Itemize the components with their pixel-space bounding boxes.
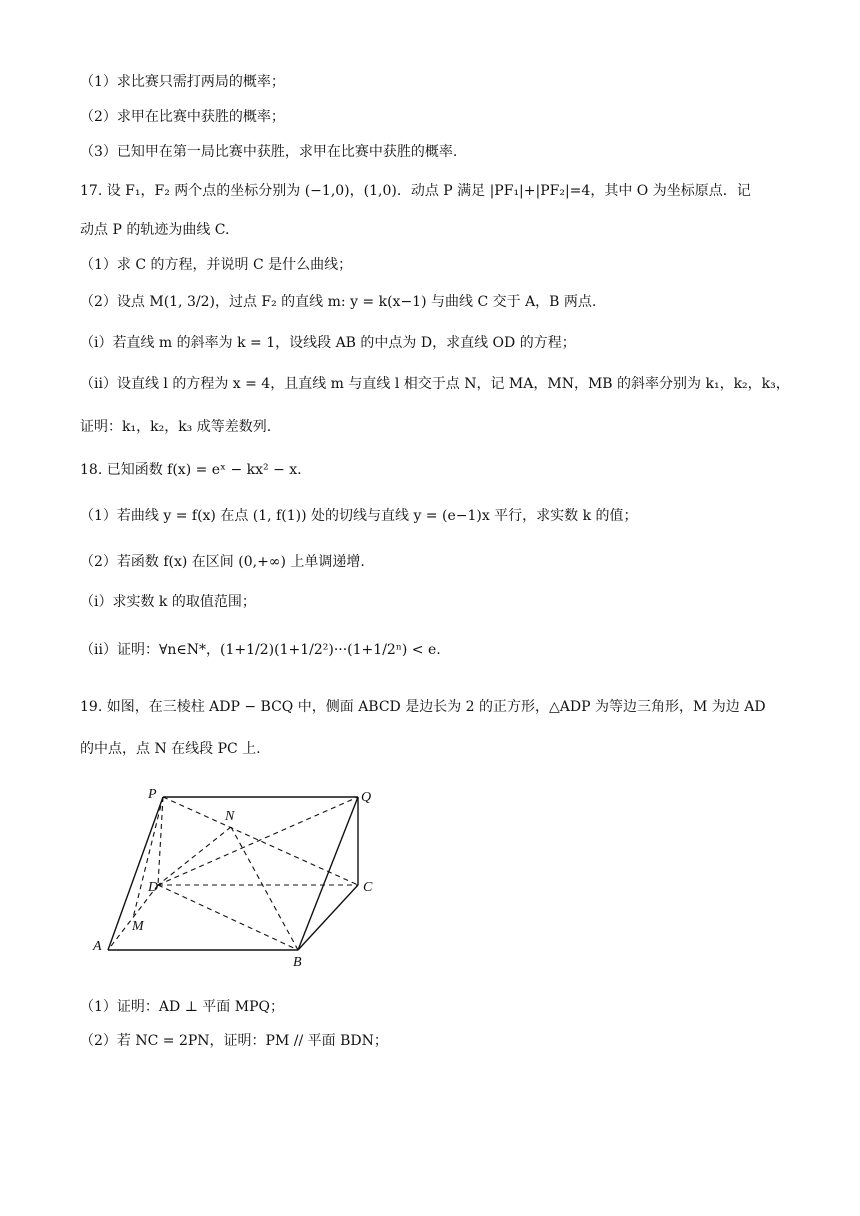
label-P: P — [148, 787, 157, 802]
text-line: （ⅰ）求实数 k 的取值范围； — [80, 594, 256, 610]
text-line: （2）若函数 f(x) 在区间 (0,+∞) 上单调递增. — [80, 554, 365, 570]
text-line: （1）若曲线 y = f(x) 在点 (1, f(1)) 处的切线与直线 y = (e−1)x 平行，求实数 k 的值； — [80, 508, 638, 524]
label-A: A — [93, 939, 102, 954]
prism-figure — [88, 780, 388, 970]
text-line: （1）证明：AD ⊥ 平面 MPQ； — [80, 999, 284, 1015]
label-D: D — [148, 880, 159, 895]
text-line: 动点 P 的轨迹为曲线 C. — [80, 222, 230, 238]
text-line: （3）已知甲在第一局比赛中获胜，求甲在比赛中获胜的概率. — [80, 144, 458, 160]
text-line: （ⅱ）设直线 l 的方程为 x = 4，且直线 m 与直线 l 相交于点 N，记 MA，MN，MB 的斜率分别为 k₁，k₂，k₃， — [80, 376, 790, 392]
text-line: （ⅰ）若直线 m 的斜率为 k = 1，设线段 AB 的中点为 D，求直线 OD 的方程； — [80, 335, 576, 351]
text-line: （2）求甲在比赛中获胜的概率； — [80, 109, 285, 125]
label-N: N — [225, 809, 235, 824]
label-Q: Q — [361, 790, 372, 805]
label-B: B — [293, 955, 302, 970]
text-line: （ⅱ）证明：∀n∈N*，(1+1/2)(1+1/2²)···(1+1/2ⁿ) < e. — [80, 642, 441, 658]
text-line: （1）求 C 的方程，并说明 C 是什么曲线； — [80, 257, 353, 273]
text-line: 18. 已知函数 f(x) = eˣ − kx² − x. — [80, 462, 302, 478]
label-C: C — [363, 880, 373, 895]
text-line: 的中点，点 N 在线段 PC 上. — [80, 741, 261, 757]
text-line: 证明：k₁，k₂，k₃ 成等差数列. — [80, 419, 272, 435]
text-line: 19. 如图，在三棱柱 ADP − BCQ 中，侧面 ABCD 是边长为 2 的正方形，△ADP 为等边三角形，M 为边 AD — [80, 699, 766, 715]
text-line: （2）若 NC = 2PN，证明：PM // 平面 BDN； — [80, 1033, 388, 1049]
label-M: M — [132, 919, 144, 934]
text-line: （2）设点 M(1, 3/2)，过点 F₂ 的直线 m: y = k(x−1) 与曲线 C 交于 A，B 两点. — [80, 294, 597, 310]
text-line: 17. 设 F₁，F₂ 两个点的坐标分别为 (−1,0)，(1,0)．动点 P 满足 |PF₁|+|PF₂|=4，其中 O 为坐标原点．记 — [80, 183, 751, 199]
text-line: （1）求比赛只需打两局的概率； — [80, 74, 285, 90]
